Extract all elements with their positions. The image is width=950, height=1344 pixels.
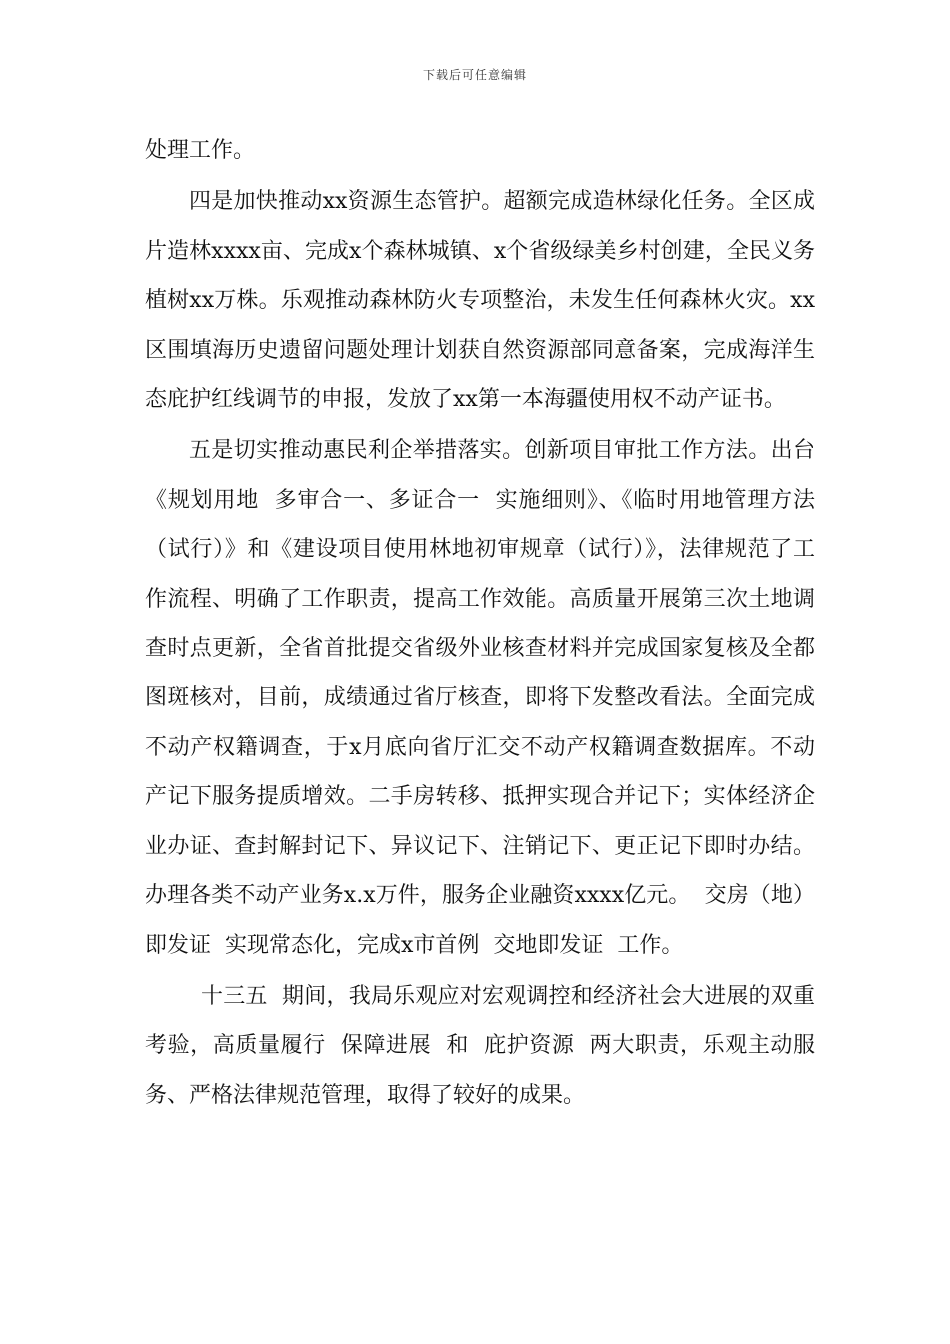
paragraph-summary: 十三五 期间，我局乐观应对宏观调控和经济社会大进展的双重考验，高质量履行 保障进展 和 庇护资源 两大职责，乐观主动服务、严格法律规范管理，取得了较好的成果。 [145,983,815,1108]
paragraph-continuation: 处理工作。 [145,138,256,163]
document-body [145,126,815,1120]
paragraph-resource-ecology: 四是加快推动xx资源生态管护。超额完成造林绿化任务。全区成片造林xxxx亩、完成x个森林城镇、x个省级绿美乡村创建，全民义务植树xx万株。乐观推动森林防火专项整治，未发生任何森林火灾。xx区围填海历史遗留问题处理计划获自然资源部同意备案，完成海洋生态庇护红线调节的申报，发放了xx第一本海疆使用权不动产证书。 [145,189,815,413]
page-header: 下载后可任意编辑 [422,68,527,82]
paragraph-benefit-measures: 五是切实推动惠民利企举措落实。创新项目审批工作方法。出台《规划用地 多审合一、多证合一 实施细则》、《临时用地管理方法（试行）》和《建设项目使用林地初审规章（试行）》，法律规范了工作流程、明确了工作职责，提高工作效能。高质量开展第三次土地调查时点更新，全省首批提交省级外业核查材料并完成国家复核及全都图斑核对，目前，成绩通过省厅核查，即将下发整改看法。全面完成不动产权籍调查，于x月底向省厅汇交不动产权籍调查数据库。不动产记下服务提质增效。二手房转移、抵押实现合并记下；实体经济企业办证、查封解封记下、异议记下、注销记下、更正记下即时办结。办理各类不动产业务x.x万件，服务企业融资xxxx亿元。 交房（地）即发证 实现常态化，完成x市首例 交地即发证 工作。 [145,438,815,958]
